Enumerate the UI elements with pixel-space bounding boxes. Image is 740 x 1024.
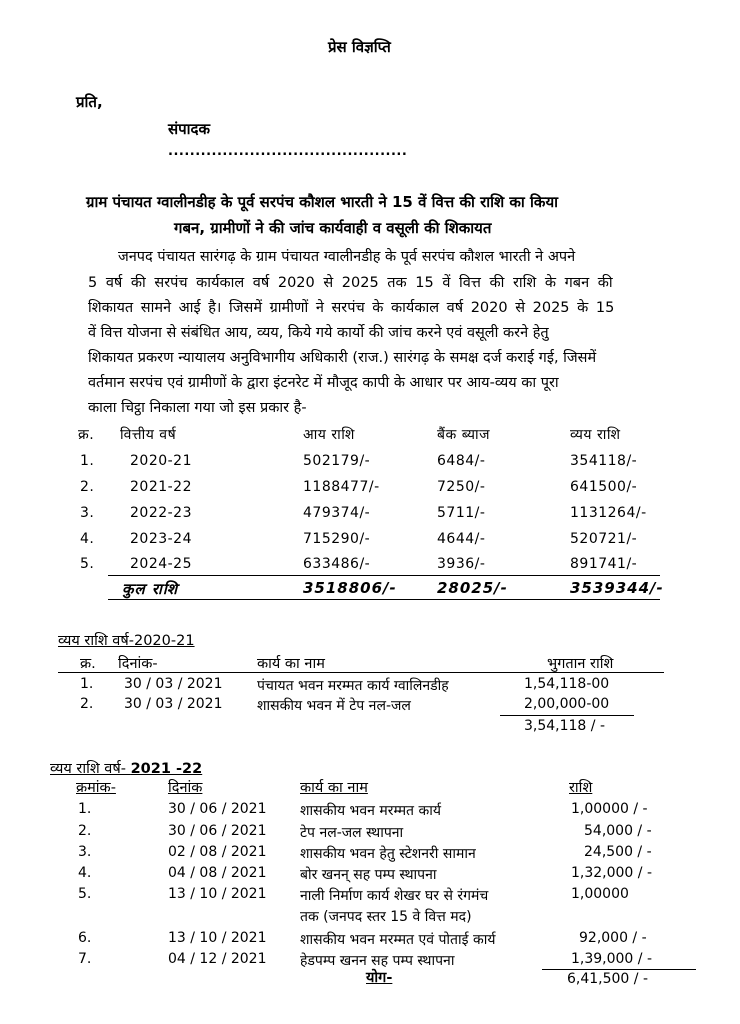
cell-year: 2024-25 <box>130 556 192 572</box>
cell-interest: 5711/- <box>437 505 486 521</box>
body-line: वें वित्त योजना से संबंधित आय, व्यय, किये गये कार्यो की जांच करने एवं वसूली करने हेतु <box>88 325 549 341</box>
cell-work: नाली निर्माण कार्य शेखर घर से रंगमंच <box>300 888 489 904</box>
cell-income: 633486/- <box>303 556 371 572</box>
cell-serial: 2. <box>80 696 94 712</box>
cell-serial: 1. <box>78 801 92 817</box>
body-line: वर्तमान सरपंच एवं ग्रामीणों के द्वारा इंटनरेट में मौजूद कापी के आधार पर आय-व्यय का पूरा <box>88 375 559 391</box>
to-label: प्रति, <box>76 93 103 111</box>
cell-amount: 92,000 / - <box>579 930 647 946</box>
cell-serial: 3. <box>78 844 92 860</box>
cell-work: शासकीय भवन मरम्मत एवं पोताई कार्य <box>300 932 496 948</box>
cell-income: 502179/- <box>303 453 371 469</box>
cell-expense: 1131264/- <box>570 505 647 521</box>
body-line: काला चिट्ठा निकाला गया जो इस प्रकार है- <box>88 400 307 416</box>
cell-work: शासकीय भवन में टेप नल-जल <box>257 698 411 714</box>
cell-income: 479374/- <box>303 505 371 521</box>
cell-amount: 1,32,000 / - <box>571 865 653 881</box>
total-rule-bottom <box>108 599 660 600</box>
cell-date: 13 / 10 / 2021 <box>168 930 267 946</box>
recipient-label: संपादक <box>168 120 211 138</box>
cell-serial: 3. <box>80 505 95 521</box>
cell-serial: 5. <box>78 886 92 902</box>
cell-interest: 7250/- <box>437 479 486 495</box>
total-rule <box>542 969 696 970</box>
section-total: 6,41,500 / - <box>567 971 649 987</box>
total-income: 3518806/- <box>303 579 397 597</box>
cell-serial: 1. <box>80 676 94 692</box>
cell-work: शासकीय भवन हेतु स्टेशनरी सामान <box>300 846 476 862</box>
section-total: 3,54,118 / - <box>524 718 606 734</box>
cell-serial: 5. <box>80 556 95 572</box>
body-line: 5 वर्ष की सरपंच कार्यकाल वर्ष 2020 से 2025 तक 15 वें वित्त की राशि के गबन की <box>88 275 613 291</box>
cell-date: 30 / 03 / 2021 <box>124 696 223 712</box>
cell-serial: 7. <box>78 951 92 967</box>
cell-income: 1188477/- <box>303 479 380 495</box>
cell-date: 02 / 08 / 2021 <box>168 844 267 860</box>
cell-serial: 6. <box>78 930 92 946</box>
cell-date: 30 / 06 / 2021 <box>168 801 267 817</box>
page-title: प्रेस विज्ञप्ति <box>328 38 391 56</box>
cell-payment: 2,00,000-00 <box>524 696 610 712</box>
col-header-date: दिनांक <box>168 780 203 796</box>
cell-amount: 24,500 / - <box>584 844 652 860</box>
col-header-serial: क्र. <box>78 427 95 443</box>
col-header-work: कार्य का नाम <box>300 780 368 796</box>
section-title-prefix: व्यय राशि वर्ष- <box>50 761 131 777</box>
col-header-serial: क्रमांक- <box>76 780 116 796</box>
cell-date: 30 / 03 / 2021 <box>124 676 223 692</box>
cell-amount: 54,000 / - <box>584 823 652 839</box>
cell-serial: 2. <box>78 823 92 839</box>
cell-expense: 354118/- <box>570 453 638 469</box>
cell-year: 2020-21 <box>130 453 192 469</box>
cell-serial: 2. <box>80 479 95 495</box>
cell-amount: 1,00000 / - <box>571 801 648 817</box>
col-header-amount: राशि <box>569 780 593 796</box>
cell-work: बोर खनन् सह पम्प स्थापना <box>300 867 437 883</box>
cell-date: 13 / 10 / 2021 <box>168 886 267 902</box>
section-title: व्यय राशि वर्ष-2020-21 <box>58 633 195 649</box>
col-header-serial: क्र. <box>80 656 96 672</box>
cell-date: 04 / 12 / 2021 <box>168 951 267 967</box>
col-header-work: कार्य का नाम <box>257 656 325 672</box>
cell-interest: 3936/- <box>437 556 486 572</box>
cell-expense: 641500/- <box>570 479 638 495</box>
total-rule <box>108 575 660 576</box>
cell-expense: 891741/- <box>570 556 638 572</box>
cell-date: 04 / 08 / 2021 <box>168 865 267 881</box>
cell-year: 2023-24 <box>130 531 192 547</box>
body-line: शिकायत सामने आई है। जिसमें ग्रामीणों ने सरपंच के कार्यकाल वर्ष 2020 से 2025 के 15 <box>88 300 615 316</box>
cell-serial: 1. <box>80 453 95 469</box>
cell-work-continued: तक (जनपद स्तर 15 वे वित्त मद) <box>300 909 472 925</box>
col-header-expense: व्यय राशि <box>570 427 621 443</box>
section-title-year: 2021 -22 <box>130 761 203 777</box>
header-rule <box>58 672 664 673</box>
col-header-payment: भुगतान राशि <box>547 656 614 672</box>
cell-serial: 4. <box>78 865 92 881</box>
cell-income: 715290/- <box>303 531 371 547</box>
headline-line-1: ग्राम पंचायत ग्वालीनडीह के पूर्व सरपंच कौशल भारती ने 15 वें वित्त की राशि का किया <box>86 193 559 211</box>
cell-expense: 520721/- <box>570 531 638 547</box>
cell-work: पंचायत भवन मरम्मत कार्य ग्वालिनडीह <box>257 678 449 694</box>
cell-date: 30 / 06 / 2021 <box>168 823 267 839</box>
body-line: शिकायत प्रकरण न्यायालय अनुविभागीय अधिकारी (राज.) सारंगढ़ के समक्ष दर्ज कराई गई, जिसमें <box>88 350 597 366</box>
cell-work: शासकीय भवन मरम्मत कार्य <box>300 803 441 819</box>
total-label: योग- <box>366 970 393 986</box>
body-line: जनपद पंचायत सारंगढ़ के ग्राम पंचायत ग्वालीनडीह के पूर्व सरपंच कौशल भारती ने अपने <box>118 249 576 265</box>
cell-interest: 6484/- <box>437 453 486 469</box>
cell-year: 2021-22 <box>130 479 192 495</box>
headline-line-2: गबन, ग्रामीणों ने की जांच कार्यवाही व वसूली की शिकायत <box>174 219 492 237</box>
cell-amount: 1,00000 <box>571 886 629 902</box>
cell-payment: 1,54,118-00 <box>524 676 610 692</box>
cell-amount: 1,39,000 / - <box>571 951 653 967</box>
total-expense: 3539344/- <box>570 579 664 597</box>
col-header-income: आय राशि <box>303 427 355 443</box>
cell-work: टेप नल-जल स्थापना <box>300 825 404 841</box>
cell-interest: 4644/- <box>437 531 486 547</box>
total-interest: 28025/- <box>437 579 508 597</box>
col-header-date: दिनांक- <box>118 656 158 672</box>
section-title <box>50 758 202 778</box>
cell-year: 2022-23 <box>130 505 192 521</box>
total-label: कुल राशि <box>122 580 179 598</box>
cell-work: हेडपम्प खनन सह पम्प स्थापना <box>300 953 455 969</box>
col-header-year: वित्तीय वर्ष <box>120 427 177 443</box>
cell-serial: 4. <box>80 531 95 547</box>
recipient-dots: ............................................ <box>168 144 408 159</box>
col-header-interest: बैंक ब्याज <box>437 427 491 443</box>
total-rule <box>500 715 634 716</box>
